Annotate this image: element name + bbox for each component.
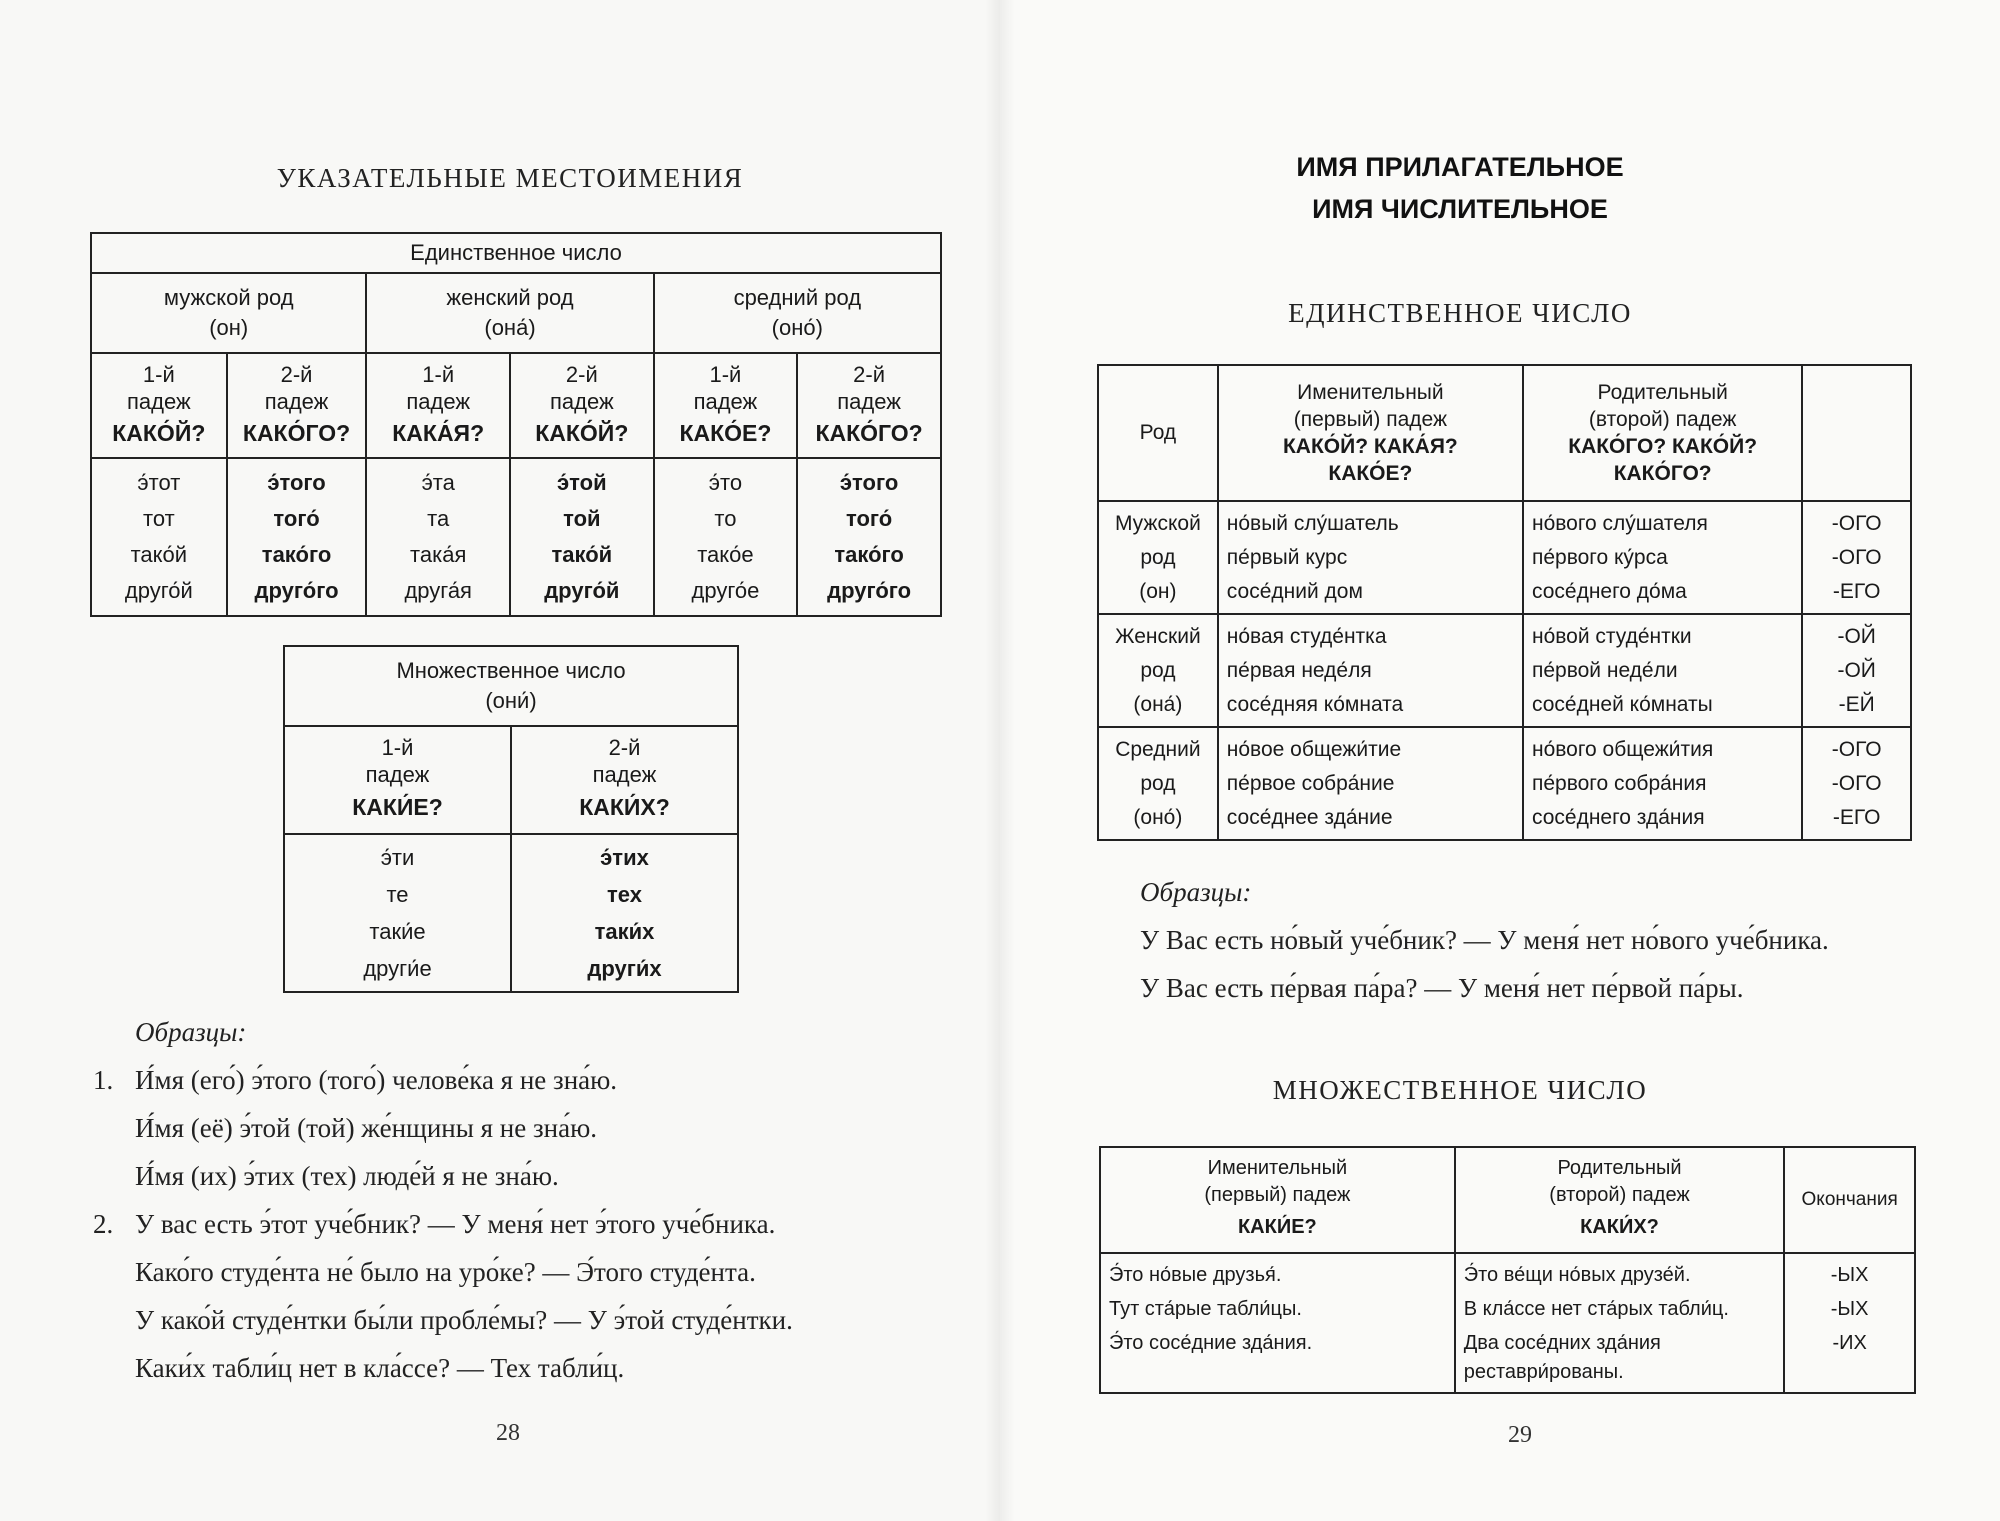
gender-cell: Женский род (она́) <box>1098 614 1218 727</box>
left-title: УКАЗАТЕЛЬНЫЕ МЕСТОИМЕНИЯ <box>276 163 744 193</box>
genitive-cell: но́вого слу́шателя пе́рвого ку́рса сосе́днего до́ма <box>1523 501 1802 614</box>
pronoun-forms-cell: э́того того́ тако́го друго́го <box>227 458 367 616</box>
sample-line: Каки́х табли́ц нет в кла́ссе? — Тех табли́ц. <box>135 1353 625 1383</box>
page-number: 28 <box>496 1420 520 1446</box>
singular-header: Единственное число <box>91 233 941 273</box>
nominative-header: Именительный (первый) падеж КАКИ́Е? <box>1100 1147 1455 1253</box>
sample-line: У Вас есть но́вый уче́бник? — У меня́ нет но́вого уче́бника. <box>1140 925 1829 955</box>
ending-cell: -ОЙ -ОЙ -ЕЙ <box>1802 614 1911 727</box>
genitive-cell: но́вого общежи́тия пе́рвого собра́ния сосе́днего зда́ния <box>1523 727 1802 840</box>
pronoun-forms-cell: э́тот тот тако́й друго́й <box>91 458 227 616</box>
sample-line: У како́й студе́нтки бы́ли пробле́мы? — У э́той студе́нтки. <box>135 1305 793 1335</box>
page-number: 29 <box>1508 1422 1532 1448</box>
sample-line: 1. И́мя (его́) э́того (того́) челове́ка я не зна́ю. <box>93 1065 618 1095</box>
sample-line: Како́го студе́нта не́ было на уро́ке? — Э́того студе́нта. <box>135 1257 756 1287</box>
right-title-line1: ИМЯ ПРИЛАГАТЕЛЬНОЕ <box>1296 152 1624 182</box>
case-header: 1-й падеж КАКО́Е? <box>654 353 798 458</box>
plural-title: МНОЖЕСТВЕННОЕ ЧИСЛО <box>1272 1075 1648 1105</box>
nominative-cell: но́вый слу́шатель пе́рвый курс сосе́дний дом <box>1218 501 1523 614</box>
case-header: 1-й падеж КАКО́Й? <box>91 353 227 458</box>
gender-neuter-header: средний род (оно́) <box>654 273 941 353</box>
gender-feminine-header: женский род (она́) <box>366 273 653 353</box>
endings-header: Окончания <box>1784 1147 1915 1253</box>
gender-masculine-header: мужской род (он) <box>91 273 366 353</box>
pronoun-forms-cell: э́та та така́я друга́я <box>366 458 510 616</box>
right-samples <box>1140 868 1980 1012</box>
sample-line: И́мя (их) э́тих (тех) люде́й я не зна́ю. <box>135 1161 559 1191</box>
pronoun-forms-cell: э́ти те таки́е други́е <box>284 834 511 992</box>
plural-header: Множественное число (они́) <box>284 646 738 726</box>
case-header: 2-й падеж КАКИ́Х? <box>511 726 738 834</box>
gender-column-header: Род <box>1098 365 1218 501</box>
pronoun-forms-cell: э́того того́ тако́го друго́го <box>797 458 941 616</box>
pronoun-forms-cell: э́той той тако́й друго́й <box>510 458 654 616</box>
nominative-header: Именительный (первый) падеж КАКО́Й? КАКА́Я? КАКО́Е? <box>1218 365 1523 501</box>
right-page <box>1000 0 2000 1521</box>
case-header: 1-й падеж КАКИ́Е? <box>284 726 511 834</box>
nominative-cell: но́вое общежи́тие пе́рвое собра́ние сосе́днее зда́ние <box>1218 727 1523 840</box>
left-samples <box>93 1008 973 1392</box>
genitive-header: Родительный (второй) падеж КАКИ́Х? <box>1455 1147 1785 1253</box>
samples-header: Образцы: <box>1140 877 1252 907</box>
case-header: 1-й падеж КАКА́Я? <box>366 353 510 458</box>
adjective-singular-table <box>1097 364 1912 841</box>
gender-cell: Средний род (оно́) <box>1098 727 1218 840</box>
nominative-examples: Э́то но́вые друзья́. Тут ста́рые табли́цы. Э́то сосе́дние зда́ния. <box>1100 1253 1455 1393</box>
singular-pronoun-table <box>90 232 942 617</box>
genitive-examples: Э́то ве́щи но́вых друзе́й. В кла́ссе нет ста́рых табли́ц. Два сосе́дних зда́ния реставри́рованы. <box>1455 1253 1785 1393</box>
nominative-cell: но́вая студе́нтка пе́рвая неде́ля сосе́дняя ко́мната <box>1218 614 1523 727</box>
case-header: 2-й падеж КАКО́Й? <box>510 353 654 458</box>
ending-cell: -ОГО -ОГО -ЕГО <box>1802 727 1911 840</box>
book-gutter <box>985 0 1015 1521</box>
endings-cell: -ЫХ -ЫХ -ИХ <box>1784 1253 1915 1393</box>
ending-cell: -ОГО -ОГО -ЕГО <box>1802 501 1911 614</box>
plural-pronoun-table <box>283 645 739 993</box>
sample-line: 2. У вас есть э́тот уче́бник? — У меня́ нет э́того уче́бника. <box>93 1209 776 1239</box>
genitive-cell: но́вой студе́нтки пе́рвой неде́ли сосе́дней ко́мнаты <box>1523 614 1802 727</box>
pronoun-forms-cell: э́тих тех таки́х други́х <box>511 834 738 992</box>
sample-line: У Вас есть пе́рвая па́ра? — У меня́ нет пе́рвой па́ры. <box>1140 973 1744 1003</box>
right-title-line2: ИМЯ ЧИСЛИТЕЛЬНОЕ <box>1312 194 1608 224</box>
sample-line: И́мя (её) э́той (той) же́нщины я не зна́ю. <box>135 1113 597 1143</box>
ending-column-header <box>1802 365 1911 501</box>
singular-title: ЕДИНСТВЕННОЕ ЧИСЛО <box>1288 298 1632 328</box>
genitive-header: Родительный (второй) падеж КАКО́ГО? КАКО́Й? КАКО́ГО? <box>1523 365 1802 501</box>
samples-header: Образцы: <box>135 1017 247 1047</box>
gender-cell: Мужской род (он) <box>1098 501 1218 614</box>
pronoun-forms-cell: э́то то тако́е друго́е <box>654 458 798 616</box>
case-header: 2-й падеж КАКО́ГО? <box>227 353 367 458</box>
case-header: 2-й падеж КАКО́ГО? <box>797 353 941 458</box>
adjective-plural-table <box>1099 1146 1916 1394</box>
